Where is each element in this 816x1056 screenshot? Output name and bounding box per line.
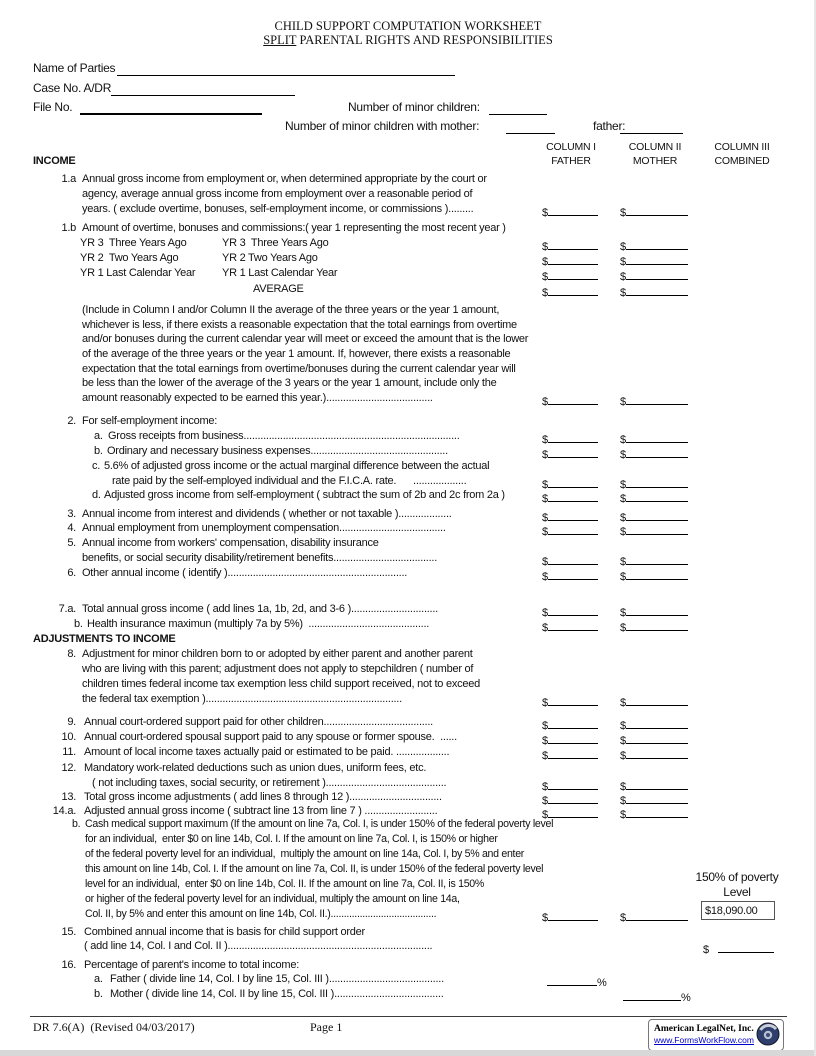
- line-3-text: Annual income from interest and dividends ( whether or not taxable )...................: [82, 508, 452, 520]
- line-8-number: 8.: [67, 648, 76, 660]
- column2-title: COLUMN II: [628, 141, 682, 153]
- dollar-sign: $: [542, 750, 548, 762]
- line-7b-letter: b.: [74, 618, 83, 630]
- line-1b-note-6: be less than the lower of the average of the 3 years or the year 1 amount, include only the: [82, 377, 497, 389]
- line-9-text: Annual court-ordered support paid for other children.......................................: [84, 716, 433, 728]
- percent-16b-mother[interactable]: [623, 988, 691, 1005]
- name-of-parties-label: Name of Parties: [33, 61, 116, 75]
- blank-line[interactable]: [626, 805, 688, 818]
- dollar-sign: $: [620, 207, 626, 219]
- line-7a-text: Total annual gross income ( add lines 1a, 1b, 2d, and 3-6 )...............................: [82, 603, 438, 615]
- line-2b-text: Ordinary and necessary business expenses.................................................: [107, 445, 448, 457]
- line-2c-text-2: rate paid by the self-employed individual and the F.I.C.A. rate. ...................: [112, 475, 467, 487]
- dollar-sign: $: [542, 271, 548, 283]
- blank-line[interactable]: [548, 777, 598, 790]
- line-3-number: 3.: [67, 508, 76, 520]
- dollar-sign: $: [620, 512, 626, 524]
- line-1b-number: 1.b: [61, 222, 76, 234]
- dollar-sign: $: [620, 241, 626, 253]
- blank-line[interactable]: [626, 203, 688, 216]
- line-2b-letter: b.: [94, 445, 103, 457]
- blank-line[interactable]: [626, 746, 688, 759]
- line-14a-text: Adjusted annual gross income ( subtract line 13 from line 7 ) ..........................: [84, 805, 438, 817]
- form-title-line2-rest: PARENTAL RIGHTS AND RESPONSIBILITIES: [296, 33, 553, 47]
- dollar-sign: $: [620, 795, 626, 807]
- blank-line[interactable]: [548, 791, 598, 804]
- dollar-sign: $: [620, 697, 626, 709]
- column3-title: COLUMN III: [714, 141, 770, 153]
- blank-line[interactable]: [626, 252, 688, 265]
- blank-line[interactable]: [626, 392, 688, 405]
- line-11-number: 11.: [62, 746, 76, 758]
- line-9-number: 9.: [67, 716, 76, 728]
- poverty-level-amount-box: [701, 901, 775, 920]
- line-1a-text-1: Annual gross income from employment or, when determined appropriate by the court or: [82, 173, 487, 185]
- dollar-sign: $: [542, 434, 548, 446]
- poverty-level-label-1: 150% of poverty: [695, 870, 779, 884]
- dollar-sign: $: [542, 571, 548, 583]
- amount-8-father[interactable]: [542, 693, 598, 710]
- dollar-sign: $: [542, 607, 548, 619]
- line-1b-yr1-right: YR 1 Last Calendar Year: [222, 267, 338, 279]
- dollar-sign: $: [620, 479, 626, 491]
- blank-line[interactable]: [626, 489, 688, 502]
- dollar-sign: $: [620, 271, 626, 283]
- line-4-number: 4.: [67, 522, 76, 534]
- form-title-line1: CHILD SUPPORT COMPUTATION WORKSHEET: [274, 19, 542, 33]
- blank-line[interactable]: [548, 716, 598, 729]
- blank-line[interactable]: [718, 940, 774, 953]
- dollar-sign: $: [542, 912, 548, 924]
- blank-line[interactable]: [548, 552, 598, 565]
- blank-line[interactable]: [626, 693, 688, 706]
- name-of-parties-line[interactable]: [117, 62, 455, 76]
- dollar-sign: $: [620, 735, 626, 747]
- american-legalnet-logo: [648, 1019, 784, 1051]
- father-line[interactable]: [620, 120, 683, 134]
- blank-line[interactable]: [548, 567, 598, 580]
- blank-line[interactable]: [626, 522, 688, 535]
- line-6-number: 6.: [67, 567, 76, 579]
- amount-11-mother[interactable]: [620, 746, 688, 763]
- line-15-text-1: Combined annual income that is basis for child support order: [84, 926, 365, 938]
- line-2c-text-1: 5.6% of adjusted gross income or the actual marginal difference between the actual: [104, 460, 490, 472]
- dollar-sign: $: [703, 944, 709, 956]
- blank-line[interactable]: [548, 731, 598, 744]
- amount-1b-expected-mother[interactable]: [620, 392, 688, 409]
- amount-4-mother[interactable]: [620, 522, 688, 539]
- line-14b-letter: b.: [72, 818, 81, 830]
- line-16b-text: Mother ( divide line 14, Col. II by line 15, Col. III ).......................................: [110, 988, 444, 1000]
- dollar-sign: $: [620, 571, 626, 583]
- dollar-sign: $: [542, 526, 548, 538]
- amount-14b-father[interactable]: [542, 908, 598, 925]
- line-1b-yr3-right: YR 3 Three Years Ago: [222, 237, 329, 249]
- blank-line[interactable]: [548, 603, 598, 616]
- dollar-sign: $: [620, 526, 626, 538]
- line-4-text: Annual employment from unemployment compensation......................................: [82, 522, 446, 534]
- line-6-text: Other annual income ( identify )................................................................: [82, 567, 408, 579]
- blank-line[interactable]: [626, 508, 688, 521]
- blank-line[interactable]: [548, 430, 598, 443]
- line-12-text-2: ( not including taxes, social security, or retirement )...........................................: [92, 777, 447, 789]
- blank-line[interactable]: [548, 267, 598, 280]
- blank-line[interactable]: [626, 567, 688, 580]
- amount-1b-yr1-mother[interactable]: [620, 267, 688, 284]
- dollar-sign: $: [542, 256, 548, 268]
- blank-line[interactable]: [626, 237, 688, 250]
- line-10-number: 10.: [61, 731, 76, 743]
- blank-line[interactable]: [548, 392, 598, 405]
- amount-2d-father[interactable]: [542, 489, 598, 506]
- line-8-text-4: the federal tax exemption )......................................................................: [82, 693, 402, 705]
- blank-line[interactable]: [626, 908, 688, 921]
- column1-title: COLUMN I: [546, 141, 596, 153]
- amount-2b-father[interactable]: [542, 445, 598, 462]
- poverty-level-amount: $18,090.00: [705, 905, 758, 917]
- blank-line[interactable]: [548, 237, 598, 250]
- blank-line[interactable]: [623, 988, 681, 1001]
- line-2c-letter: c.: [92, 460, 101, 472]
- blank-line[interactable]: [626, 552, 688, 565]
- line-8-text-1: Adjustment for minor children born to or adopted by either parent and another parent: [82, 648, 473, 660]
- amount-2d-mother[interactable]: [620, 489, 688, 506]
- line-5-number: 5.: [67, 537, 76, 549]
- amount-15-combined[interactable]: [703, 940, 774, 957]
- blank-line[interactable]: [548, 445, 598, 458]
- blank-line[interactable]: [626, 445, 688, 458]
- dollar-sign: $: [542, 207, 548, 219]
- amount-6-father[interactable]: [542, 567, 598, 584]
- dollar-sign: $: [542, 795, 548, 807]
- amount-14a-mother[interactable]: [620, 805, 688, 822]
- line-2d-text: Adjusted gross income from self-employment ( subtract the sum of 2b and 2c from 2a ): [104, 489, 505, 501]
- blank-line[interactable]: [626, 777, 688, 790]
- line-13-text: Total gross income adjustments ( add lines 8 through 12 ).................................: [84, 791, 442, 803]
- amount-6-mother[interactable]: [620, 567, 688, 584]
- dollar-sign: $: [620, 750, 626, 762]
- dollar-sign: $: [620, 720, 626, 732]
- blank-line[interactable]: [626, 475, 688, 488]
- amount-1a-father[interactable]: [542, 203, 598, 220]
- blank-line[interactable]: [548, 203, 598, 216]
- line-2d-letter: d.: [92, 489, 101, 501]
- line-1a-number: 1.a: [61, 173, 76, 185]
- amount-4-father[interactable]: [542, 522, 598, 539]
- dollar-sign: $: [542, 720, 548, 732]
- line-16-number: 16.: [61, 959, 76, 971]
- percent-16a-father[interactable]: [547, 973, 607, 990]
- case-no-line[interactable]: [111, 82, 295, 96]
- line-1b-yr3-left: YR 3 Three Years Ago: [80, 237, 187, 249]
- line-1b-note-4: of the average of the three years or the year 1 amount. If, however, there exists a reasonable: [82, 348, 511, 360]
- minor-children-mother-line[interactable]: [506, 120, 555, 134]
- line-12-text-1: Mandatory work-related deductions such as union dues, uniform fees, etc.: [84, 762, 427, 774]
- dollar-sign: $: [542, 479, 548, 491]
- blank-line[interactable]: [626, 283, 688, 296]
- dollar-sign: $: [620, 607, 626, 619]
- dollar-sign: $: [542, 556, 548, 568]
- line-16a-text: Father ( divide line 14, Col. I by line 15, Col. III ).........................................: [110, 973, 444, 985]
- blank-line[interactable]: [548, 252, 598, 265]
- amount-1b-expected-father[interactable]: [542, 392, 598, 409]
- form-title-split-word: SPLIT: [263, 33, 297, 47]
- dollar-sign: $: [542, 396, 548, 408]
- line-1b-note-5: expectation that the total earnings from overtime/bonuses during the current calendar year will: [82, 363, 516, 375]
- page-number: Page 1: [310, 1020, 343, 1034]
- dollar-sign: $: [542, 449, 548, 461]
- dollar-sign: $: [620, 256, 626, 268]
- line-2-intro: For self-employment income:: [82, 415, 218, 427]
- line-2a-letter: a.: [94, 430, 103, 442]
- logo-company-name: American LegalNet, Inc.: [654, 1024, 754, 1034]
- dollar-sign: $: [620, 781, 626, 793]
- line-1b-average-label: AVERAGE: [253, 283, 304, 295]
- dollar-sign: $: [542, 512, 548, 524]
- line-16a-letter: a.: [94, 973, 103, 985]
- blank-line[interactable]: [548, 805, 598, 818]
- amount-11-father[interactable]: [542, 746, 598, 763]
- page-edge-bottom: [0, 1050, 816, 1056]
- line-14b-text-3: of the federal poverty level for an individual, multiply the amount on line 14a, Col. I, by 5% and enter: [85, 848, 525, 860]
- blank-line[interactable]: [548, 489, 598, 502]
- blank-line[interactable]: [626, 267, 688, 280]
- line-1b-yr2-right: YR 2 Two Years Ago: [222, 252, 318, 264]
- blank-line[interactable]: [626, 430, 688, 443]
- dollar-sign: $: [542, 809, 548, 821]
- blank-line[interactable]: [547, 973, 597, 986]
- blank-line[interactable]: [548, 522, 598, 535]
- column3-subtitle: COMBINED: [714, 155, 770, 167]
- line-14b-text-5: level for an individual, enter $0 on line 14b, Col. II. If the amount on line 7a, Col. II, is 150%: [85, 878, 485, 890]
- form-title-line2: [0, 34, 816, 47]
- blank-line[interactable]: [626, 618, 688, 631]
- percent-sign: %: [597, 977, 607, 989]
- blank-line[interactable]: [626, 603, 688, 616]
- line-16-intro: Percentage of parent's income to total income:: [84, 959, 300, 971]
- income-heading: INCOME: [33, 155, 76, 167]
- line-14b-text-7: Col. II, by 5% and enter this amount on line 14b, Col. II.)........................................: [85, 908, 437, 920]
- amount-8-mother[interactable]: [620, 693, 688, 710]
- line-14a-number: 14.a.: [52, 805, 76, 817]
- case-no-label: Case No. A/DR: [33, 81, 112, 95]
- line-1b-note-1: (Include in Column I and/or Column II the average of the three years or the year 1 amount,: [82, 304, 500, 316]
- line-14b-text-1: Cash medical support maximum (If the amount on line 7a, Col. I, is under 150% of the federal poverty level: [85, 818, 554, 830]
- blank-line[interactable]: [548, 746, 598, 759]
- blank-line[interactable]: [548, 693, 598, 706]
- form-number: DR 7.6(A) (Revised 04/03/2017): [33, 1020, 195, 1034]
- column1-subtitle: FATHER: [551, 155, 591, 167]
- line-1b-intro: Amount of overtime, bonuses and commissions:( year 1 representing the most recent year ): [82, 222, 506, 234]
- logo-text: [654, 1024, 754, 1046]
- line-1b-note-2: whichever is less, if there exists a reasonable expectation that the total earnings from overtime: [82, 319, 517, 331]
- minor-children-label: Number of minor children:: [348, 100, 480, 114]
- file-no-label: File No.: [33, 100, 73, 114]
- amount-1a-mother[interactable]: [620, 203, 688, 220]
- line-5-text-2: benefits, or social security disability/retirement benefits.....................................: [82, 552, 438, 564]
- amount-1b-average-father[interactable]: [542, 283, 598, 300]
- line-5-text-1: Annual income from workers' compensation, disability insurance: [82, 537, 379, 549]
- father-label: father:: [593, 119, 626, 133]
- line-1b-yr2-left: YR 2 Two Years Ago: [80, 252, 179, 264]
- adjustments-heading: ADJUSTMENTS TO INCOME: [33, 633, 176, 645]
- dollar-sign: $: [542, 697, 548, 709]
- dollar-sign: $: [620, 287, 626, 299]
- dollar-sign: $: [620, 449, 626, 461]
- line-10-text: Annual court-ordered spousal support paid to any spouse or former spouse. ......: [84, 731, 457, 743]
- column2-subtitle: MOTHER: [632, 155, 678, 167]
- dollar-sign: $: [542, 287, 548, 299]
- dollar-sign: $: [620, 493, 626, 505]
- blank-line[interactable]: [626, 716, 688, 729]
- line-7a-number: 7.a.: [58, 603, 76, 615]
- blank-line[interactable]: [548, 475, 598, 488]
- amount-7b-mother[interactable]: [620, 618, 688, 635]
- line-16b-letter: b.: [94, 988, 103, 1000]
- footer-divider: [30, 1016, 787, 1017]
- amount-7b-father[interactable]: [542, 618, 598, 635]
- dollar-sign: $: [620, 622, 626, 634]
- line-11-text: Amount of local income taxes actually paid or estimated to be paid. ...................: [84, 746, 450, 758]
- minor-children-mother-label: Number of minor children with mother:: [285, 119, 480, 133]
- line-7b-text: Health insurance maximun (multiply 7a by 5%) ...........................................: [87, 618, 430, 630]
- line-2a-text: Gross receipts from business.............................................................................: [108, 430, 460, 442]
- dollar-sign: $: [542, 493, 548, 505]
- blank-line[interactable]: [548, 508, 598, 521]
- line-1b-note-3: and/or bonuses during the current calendar year will meet or exceed the amount that is the lower: [82, 333, 529, 345]
- dollar-sign: $: [620, 556, 626, 568]
- blank-line[interactable]: [626, 791, 688, 804]
- logo-url: www.FormsWorkFlow.com: [654, 1035, 754, 1045]
- dollar-sign: $: [620, 396, 626, 408]
- line-1a-text-2: agency, average annual gross income from employment over a reasonable period of: [82, 188, 473, 200]
- line-15-text-2: ( add line 14, Col. I and Col. II ).........................................................................: [84, 940, 433, 952]
- dollar-sign: $: [620, 912, 626, 924]
- line-8-text-2: who are living with this parent; adjustment does not apply to stepchildren ( number of: [82, 663, 474, 675]
- amount-1b-average-mother[interactable]: [620, 283, 688, 300]
- minor-children-line[interactable]: [489, 101, 547, 115]
- dollar-sign: $: [620, 434, 626, 446]
- blank-line[interactable]: [548, 283, 598, 296]
- line-14b-text-6: or higher of the federal poverty level for an individual, multiply the amount on line 14a,: [85, 893, 460, 905]
- amount-1b-yr1-father[interactable]: [542, 267, 598, 284]
- dollar-sign: $: [620, 809, 626, 821]
- line-12-number: 12.: [61, 762, 76, 774]
- globe-icon: [756, 1022, 780, 1049]
- dollar-sign: $: [542, 241, 548, 253]
- blank-line[interactable]: [626, 731, 688, 744]
- line-1b-yr1-left: YR 1 Last Calendar Year: [80, 267, 196, 279]
- amount-14b-mother[interactable]: [620, 908, 688, 925]
- line-1a-text-3: years. ( exclude overtime, bonuses, self-employment income, or commissions ).........: [82, 203, 474, 215]
- percent-sign: %: [681, 992, 691, 1004]
- line-8-text-3: children times federal income tax exemption less child support received, not to exceed: [82, 678, 480, 690]
- dollar-sign: $: [542, 735, 548, 747]
- dollar-sign: $: [542, 622, 548, 634]
- line-13-number: 13.: [61, 791, 76, 803]
- line-14b-text-4: this amount on line 14b, Col. I. If the amount on line 7a, Col. II, is under 150% of the federal poverty level: [85, 863, 544, 875]
- line-14b-text-2: for an individual, enter $0 on line 14b, Col. I. If the amount on line 7a, Col. I, is 150% or higher: [85, 833, 498, 845]
- line-15-number: 15.: [61, 926, 76, 938]
- dollar-sign: $: [542, 781, 548, 793]
- poverty-level-label-2: Level: [723, 885, 751, 899]
- blank-line[interactable]: [548, 908, 598, 921]
- blank-line[interactable]: [548, 618, 598, 631]
- line-1b-note-7: amount reasonably expected to be earned this year.)......................................: [82, 392, 433, 404]
- file-no-line[interactable]: [80, 100, 262, 115]
- line-2-number: 2.: [67, 415, 76, 427]
- amount-2b-mother[interactable]: [620, 445, 688, 462]
